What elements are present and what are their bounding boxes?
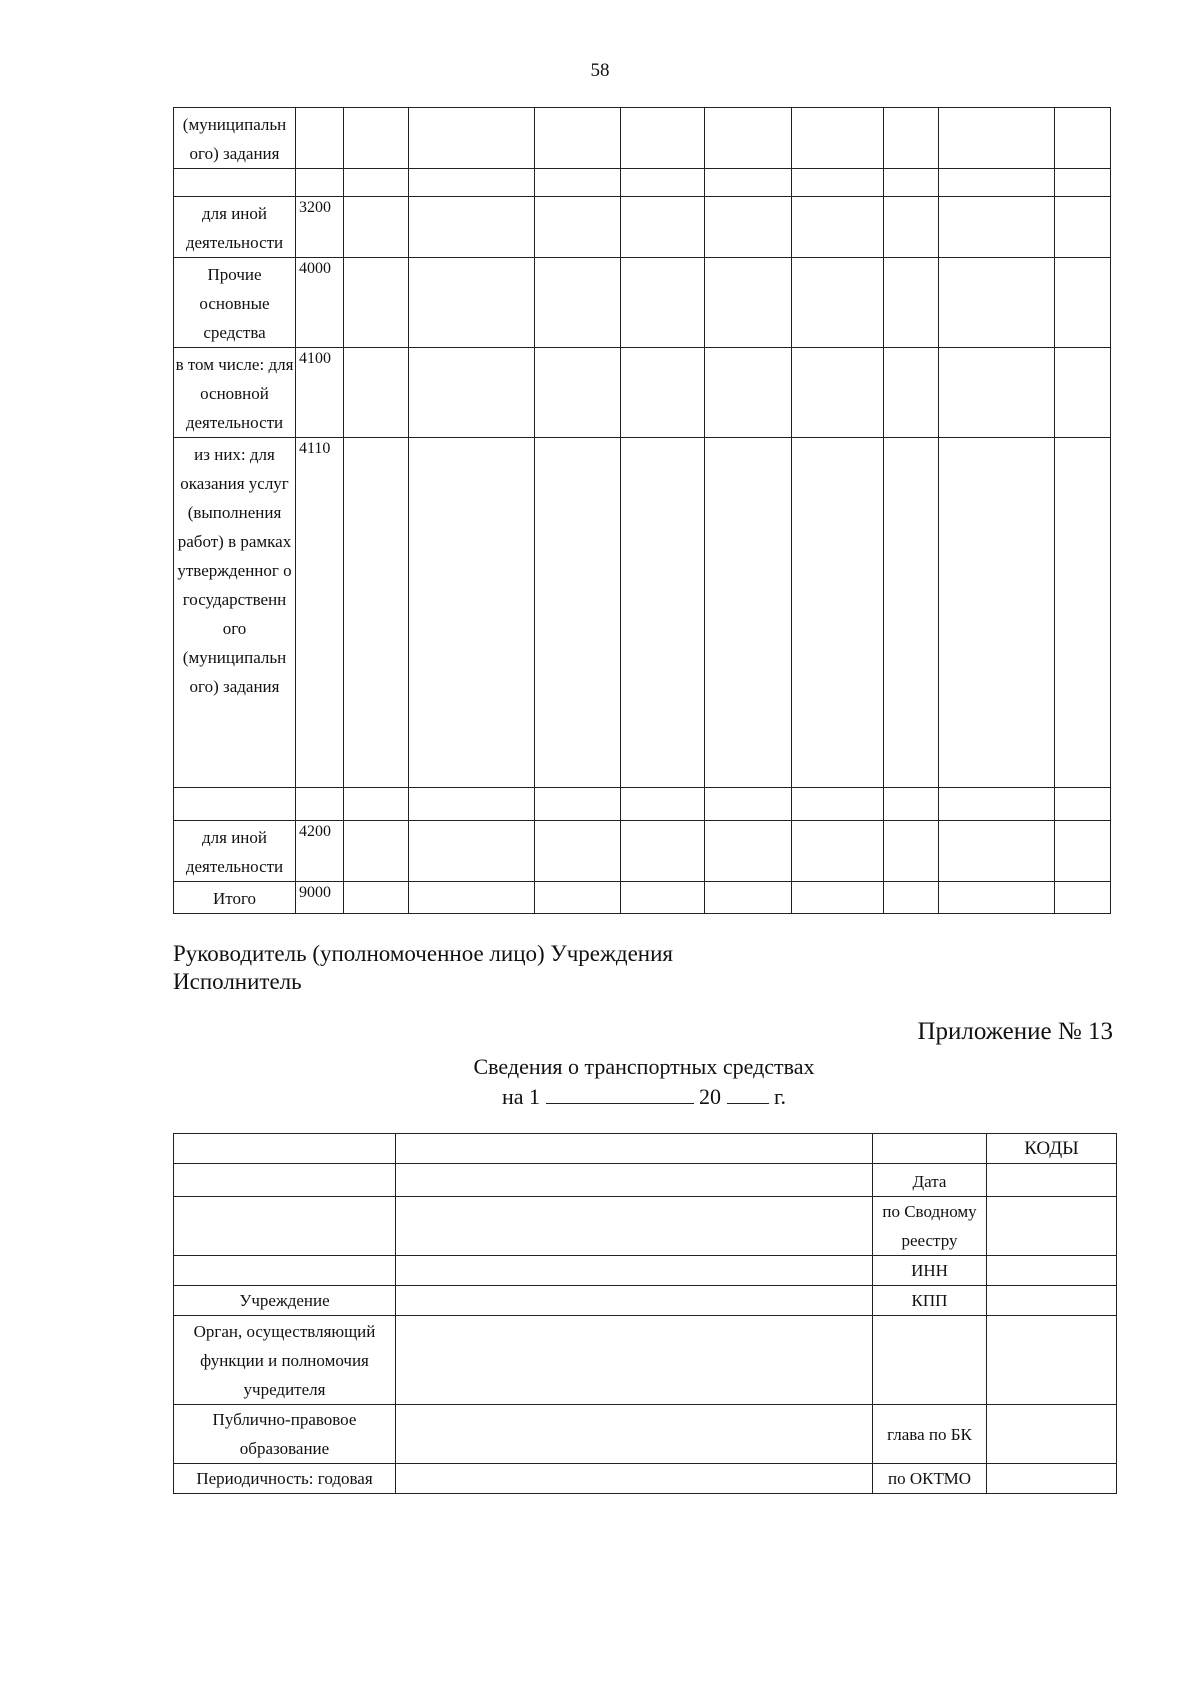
date-prefix: на 1 <box>501 1084 540 1109</box>
table-row <box>174 1286 1117 1316</box>
table-row <box>174 348 1111 438</box>
date-code-cell[interactable] <box>987 1164 1117 1197</box>
row-code: 3200 <box>296 197 344 258</box>
row-code: 4110 <box>296 438 344 788</box>
row-code: 4200 <box>296 821 344 882</box>
founder-code-cell[interactable] <box>987 1316 1117 1405</box>
table-row <box>174 1316 1117 1405</box>
registry-code-cell[interactable] <box>987 1197 1117 1256</box>
assets-table-continuation <box>173 107 1111 914</box>
date-blank[interactable] <box>546 1083 694 1104</box>
date-century: 20 <box>699 1084 721 1109</box>
appendix-number: Приложение № 13 <box>917 1018 1113 1045</box>
public-entity-label: Публично-правовое образование <box>174 1405 396 1464</box>
public-entity-value[interactable] <box>396 1405 873 1464</box>
table-row <box>174 1464 1117 1494</box>
year-blank[interactable] <box>727 1083 769 1104</box>
institution-label: Учреждение <box>174 1286 396 1316</box>
registry-label: по Сводному реестру <box>873 1197 987 1256</box>
page-number: 58 <box>590 60 610 81</box>
table-row <box>174 438 1111 788</box>
row-code: 4000 <box>296 258 344 348</box>
row-name: Прочие основные средства <box>174 258 296 348</box>
executor-signature-label: Исполнитель <box>173 969 302 994</box>
founder-value[interactable] <box>396 1316 873 1405</box>
table-row <box>174 258 1111 348</box>
table-row <box>174 197 1111 258</box>
periodicity-label: Периодичность: годовая <box>174 1464 396 1494</box>
date-label: Дата <box>873 1164 987 1197</box>
founder-label: Орган, осуществляющий функции и полномочия учредителя <box>174 1316 396 1405</box>
table-row <box>174 1197 1117 1256</box>
head-signature-label: Руководитель (уполномоченное лицо) Учреждения <box>173 941 673 966</box>
row-name: для иной деятельности <box>174 821 296 882</box>
row-code: 9000 <box>296 882 344 914</box>
kpp-label: КПП <box>873 1286 987 1316</box>
table-row <box>174 1164 1117 1197</box>
row-name: Итого <box>174 882 296 914</box>
form-header-table <box>173 1133 1117 1494</box>
inn-code-cell[interactable] <box>987 1256 1117 1286</box>
row-name: (муниципальн ого) задания <box>174 108 296 169</box>
date-suffix: г. <box>774 1084 787 1109</box>
table-row <box>174 1256 1117 1286</box>
oktmo-label: по ОКТМО <box>873 1464 987 1494</box>
form-title: Сведения о транспортных средствах <box>473 1054 815 1079</box>
kpp-code-cell[interactable] <box>987 1286 1117 1316</box>
institution-value[interactable] <box>396 1286 873 1316</box>
table-row <box>174 1134 1117 1164</box>
row-code <box>296 108 344 169</box>
codes-header: КОДЫ <box>987 1134 1117 1164</box>
bk-label: глава по БК <box>873 1405 987 1464</box>
table-row <box>174 882 1111 914</box>
table-row <box>174 108 1111 169</box>
row-name: из них: для оказания услуг (выполнения работ) в рамках утвержденног о государственн ого (муниципальн ого) задания <box>174 438 296 788</box>
table-row <box>174 1405 1117 1464</box>
oktmo-code-cell[interactable] <box>987 1464 1117 1494</box>
row-name: в том числе: для основной деятельности <box>174 348 296 438</box>
table-row <box>174 169 1111 197</box>
row-name: для иной деятельности <box>174 197 296 258</box>
bk-code-cell[interactable] <box>987 1405 1117 1464</box>
inn-label: ИНН <box>873 1256 987 1286</box>
row-code: 4100 <box>296 348 344 438</box>
form-date-line <box>0 1083 1200 1110</box>
table-row <box>174 821 1111 882</box>
table-row <box>174 788 1111 821</box>
